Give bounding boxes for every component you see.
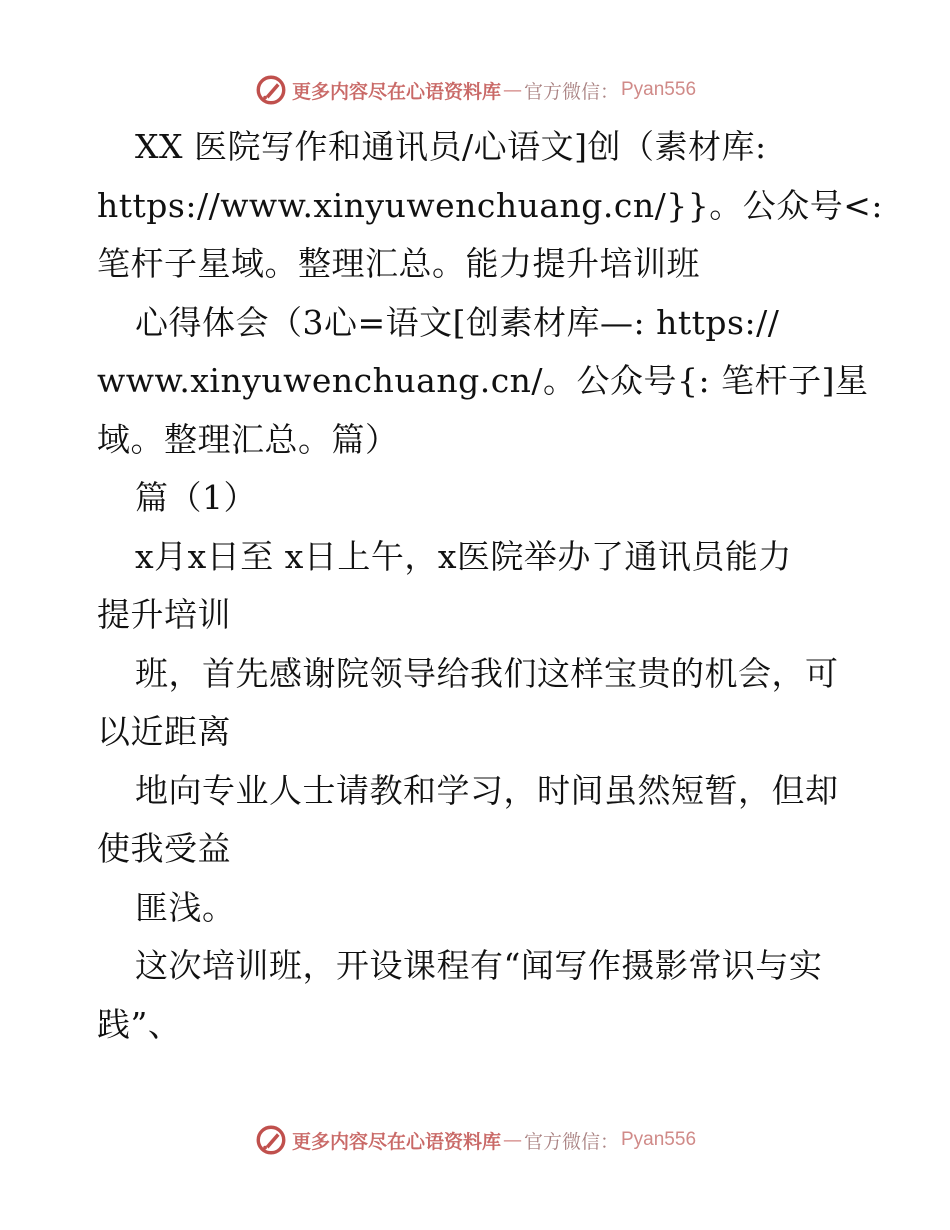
watermark-text: 更多内容尽在心语资料库 [291, 80, 501, 103]
watermark-official: 官方微信： [523, 80, 619, 103]
text-line: 域。整理汇总。篇） [97, 419, 399, 459]
text-line: XX 医院写作和通讯员/心语文]创（素材库: [135, 127, 767, 166]
text-line: 篇（1） [135, 478, 257, 517]
text-line: 这次培训班，开设课程有“闻写作摄影常识与实 [135, 946, 823, 985]
pen-logo-icon [254, 1123, 288, 1157]
watermark-id: Pyan556 [621, 79, 697, 100]
text-line: 以近距离 [97, 712, 231, 751]
text-line: 提升培训 [97, 595, 231, 634]
text-line: 践”、 [97, 1004, 182, 1044]
text-line: 匪浅。 [135, 887, 236, 927]
text-line: 地向专业人士请教和学习，时间虽然短暂，但却 [135, 770, 839, 810]
text-line: x月x日至 x日上午，x医院举办了通讯员能力 [135, 536, 792, 576]
watermark-text: 更多内容尽在心语资料库 [291, 1130, 501, 1153]
text-line: www.xinyuwenchuang.cn/。公众号{: 笔杆子]星 [97, 361, 869, 400]
watermark-id: Pyan556 [621, 1129, 697, 1150]
text-line: 使我受益 [97, 829, 231, 868]
watermark-dash: — [502, 1129, 522, 1151]
document-body [97, 118, 883, 1054]
header-watermark [0, 70, 950, 110]
watermark-dash: — [502, 79, 522, 101]
text-line: 班，首先感谢院领导给我们这样宝贵的机会，可 [135, 653, 839, 693]
footer-watermark [0, 1120, 950, 1160]
text-line: 笔杆子星域。整理汇总。能力提升培训班 [97, 244, 700, 283]
text-line: https://www.xinyuwenchuang.cn/}}。公众号<: [97, 185, 883, 225]
watermark-official: 官方微信： [523, 1130, 619, 1153]
pen-logo-icon [254, 73, 288, 107]
text-line: 心得体会（3心=语文[创素材库—: https:// [135, 302, 780, 342]
